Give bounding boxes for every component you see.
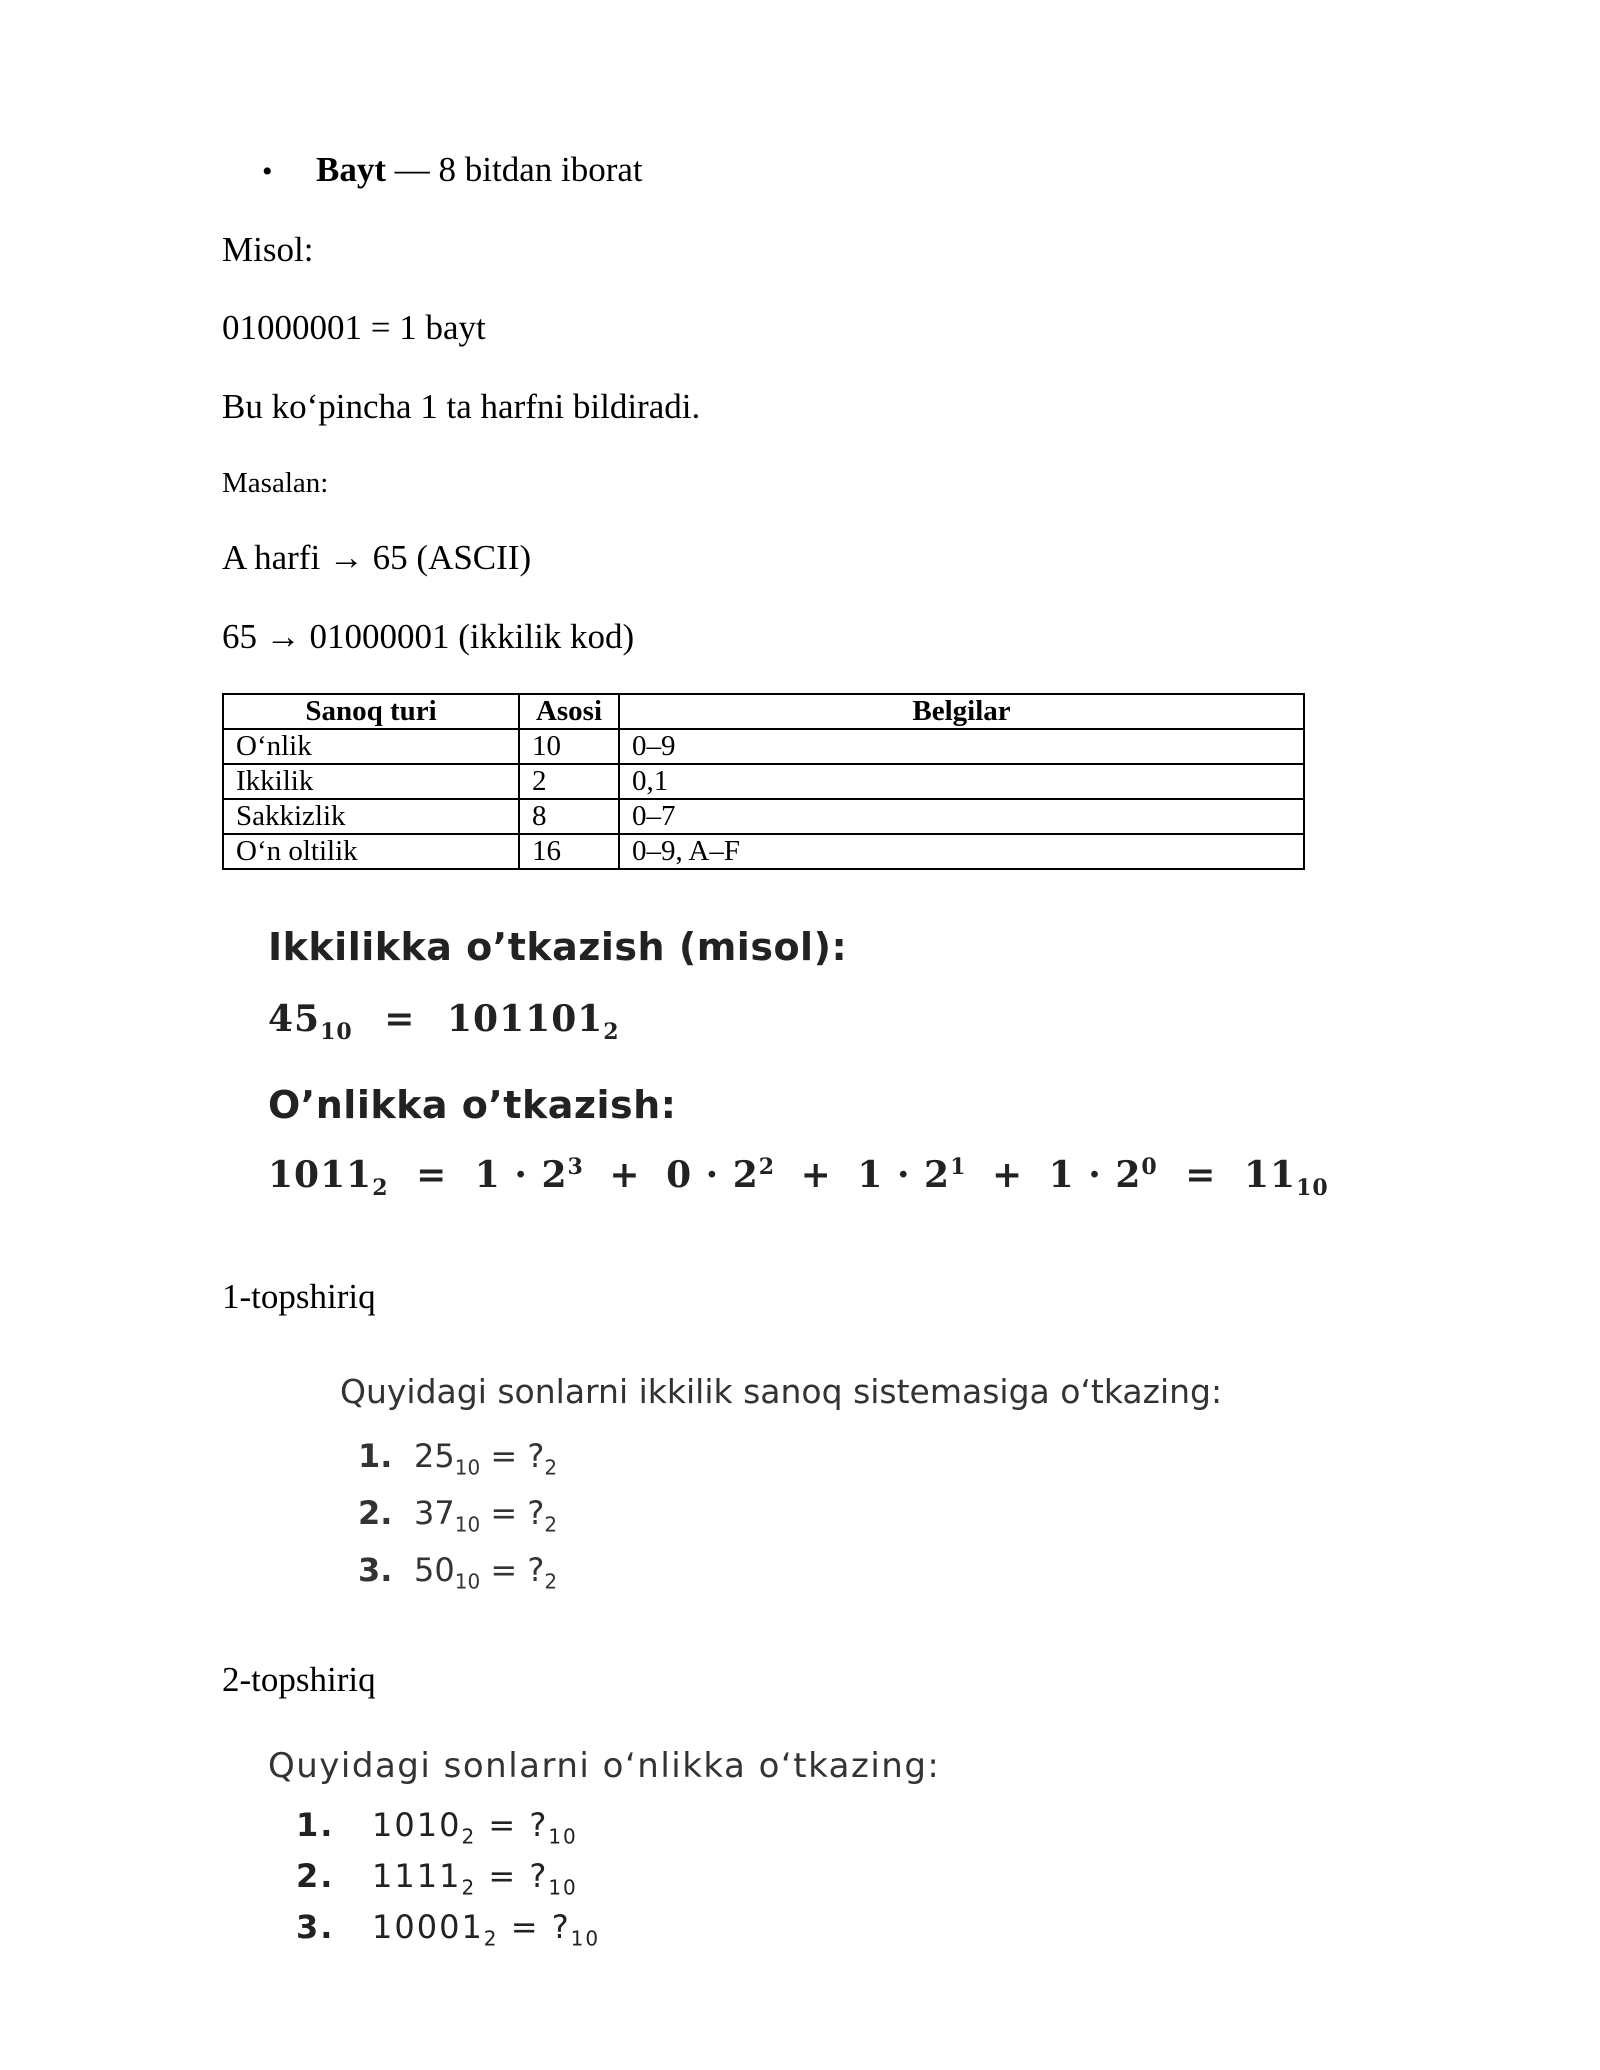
formula-term: $0 \cdot 2^2$ (666, 1154, 776, 1196)
misol-label: Misol: (222, 230, 314, 269)
table-cell: 0–9, A–F (619, 834, 1304, 869)
table-cell: 0,1 (619, 764, 1304, 799)
table-cell: 2 (519, 764, 619, 799)
formula-lhs-base: 10 (320, 1019, 353, 1046)
formula-term: $1 \cdot 2^1$ (857, 1154, 967, 1196)
bullet-item-bayt (262, 150, 273, 192)
formula-lhs: 45 (268, 998, 321, 1040)
number-systems-table (222, 693, 1305, 870)
task2-item: 1. $1010_2$ = $?_{10}$ (296, 1806, 578, 1849)
task1-item: 1. $25_{10}$ = $?_2$ (358, 1437, 558, 1480)
ascii-line: A harfi → 65 (ASCII) (222, 538, 532, 577)
formula-rhs-base: 2 (603, 1019, 620, 1046)
table-cell: 8 (519, 799, 619, 834)
table-cell: O‘nlik (223, 729, 519, 764)
table-cell: Sakkizlik (223, 799, 519, 834)
decimal-conversion-heading: O’nlikka o’tkazish: (268, 1083, 677, 1127)
formula-rhs: 101101 (447, 998, 604, 1040)
table-row (223, 764, 1304, 799)
formula-plus: + (609, 1154, 641, 1196)
formula-result: 11 (1243, 1154, 1297, 1196)
formula-equals: = (384, 998, 416, 1040)
header-belgilar: Belgilar (619, 694, 1304, 729)
formula-lhs: 1011 (268, 1154, 373, 1196)
masalan-label: Masalan: (222, 467, 329, 499)
task2-title: 2-topshiriq (222, 1660, 376, 1699)
bayt-definition (316, 150, 643, 190)
formula-term: $1 \cdot 2^3$ (474, 1154, 584, 1196)
task1-item: 2. $37_{10}$ = $?_2$ (358, 1494, 558, 1537)
formula-result-base: 10 (1296, 1175, 1329, 1202)
header-asosi: Asosi (519, 694, 619, 729)
task1-item: 3. $50_{10}$ = $?_2$ (358, 1551, 558, 1594)
table-header-row (223, 694, 1304, 729)
task2-item: 2. $1111_2$ = $?_{10}$ (296, 1857, 578, 1900)
table-row (223, 729, 1304, 764)
bullet-dot: • (262, 155, 273, 188)
bayt-term: Bayt (316, 150, 386, 189)
header-sanoq-turi: Sanoq turi (223, 694, 519, 729)
formula-lhs-base: 2 (372, 1175, 389, 1202)
task1-title: 1-topshiriq (222, 1277, 376, 1316)
binary-line: 65 → 01000001 (ikkilik kod) (222, 617, 635, 656)
task1-intro: Quyidagi sonlarni ikkilik sanoq sistemasiga o‘tkazing: (340, 1372, 1223, 1411)
letter-note: Bu ko‘pincha 1 ta harfni bildiradi. (222, 387, 701, 426)
table-row (223, 834, 1304, 869)
table-cell: 0–7 (619, 799, 1304, 834)
byte-example: 01000001 = 1 bayt (222, 308, 486, 347)
table-cell: 10 (519, 729, 619, 764)
table-cell: Ikkilik (223, 764, 519, 799)
table-cell: 16 (519, 834, 619, 869)
formula-plus: + (991, 1154, 1024, 1196)
table-row (223, 799, 1304, 834)
formula-equals: = (1185, 1154, 1217, 1196)
table-cell: 0–9 (619, 729, 1304, 764)
table-cell: O‘n oltilik (223, 834, 519, 869)
formula-equals: = (416, 1154, 448, 1196)
bayt-text: — 8 bitdan iborat (386, 150, 643, 189)
binary-conversion-formula (268, 998, 620, 1045)
decimal-conversion-formula (268, 1154, 1329, 1201)
binary-conversion-heading: Ikkilikka o’tkazish (misol): (268, 925, 848, 969)
formula-term: $1 \cdot 2^0$ (1048, 1154, 1158, 1196)
formula-plus: + (800, 1154, 832, 1196)
task2-intro: Quyidagi sonlarni o‘nlikka o‘tkazing: (268, 1746, 941, 1786)
task2-item: 3. $10001_2$ = $?_{10}$ (296, 1908, 601, 1951)
